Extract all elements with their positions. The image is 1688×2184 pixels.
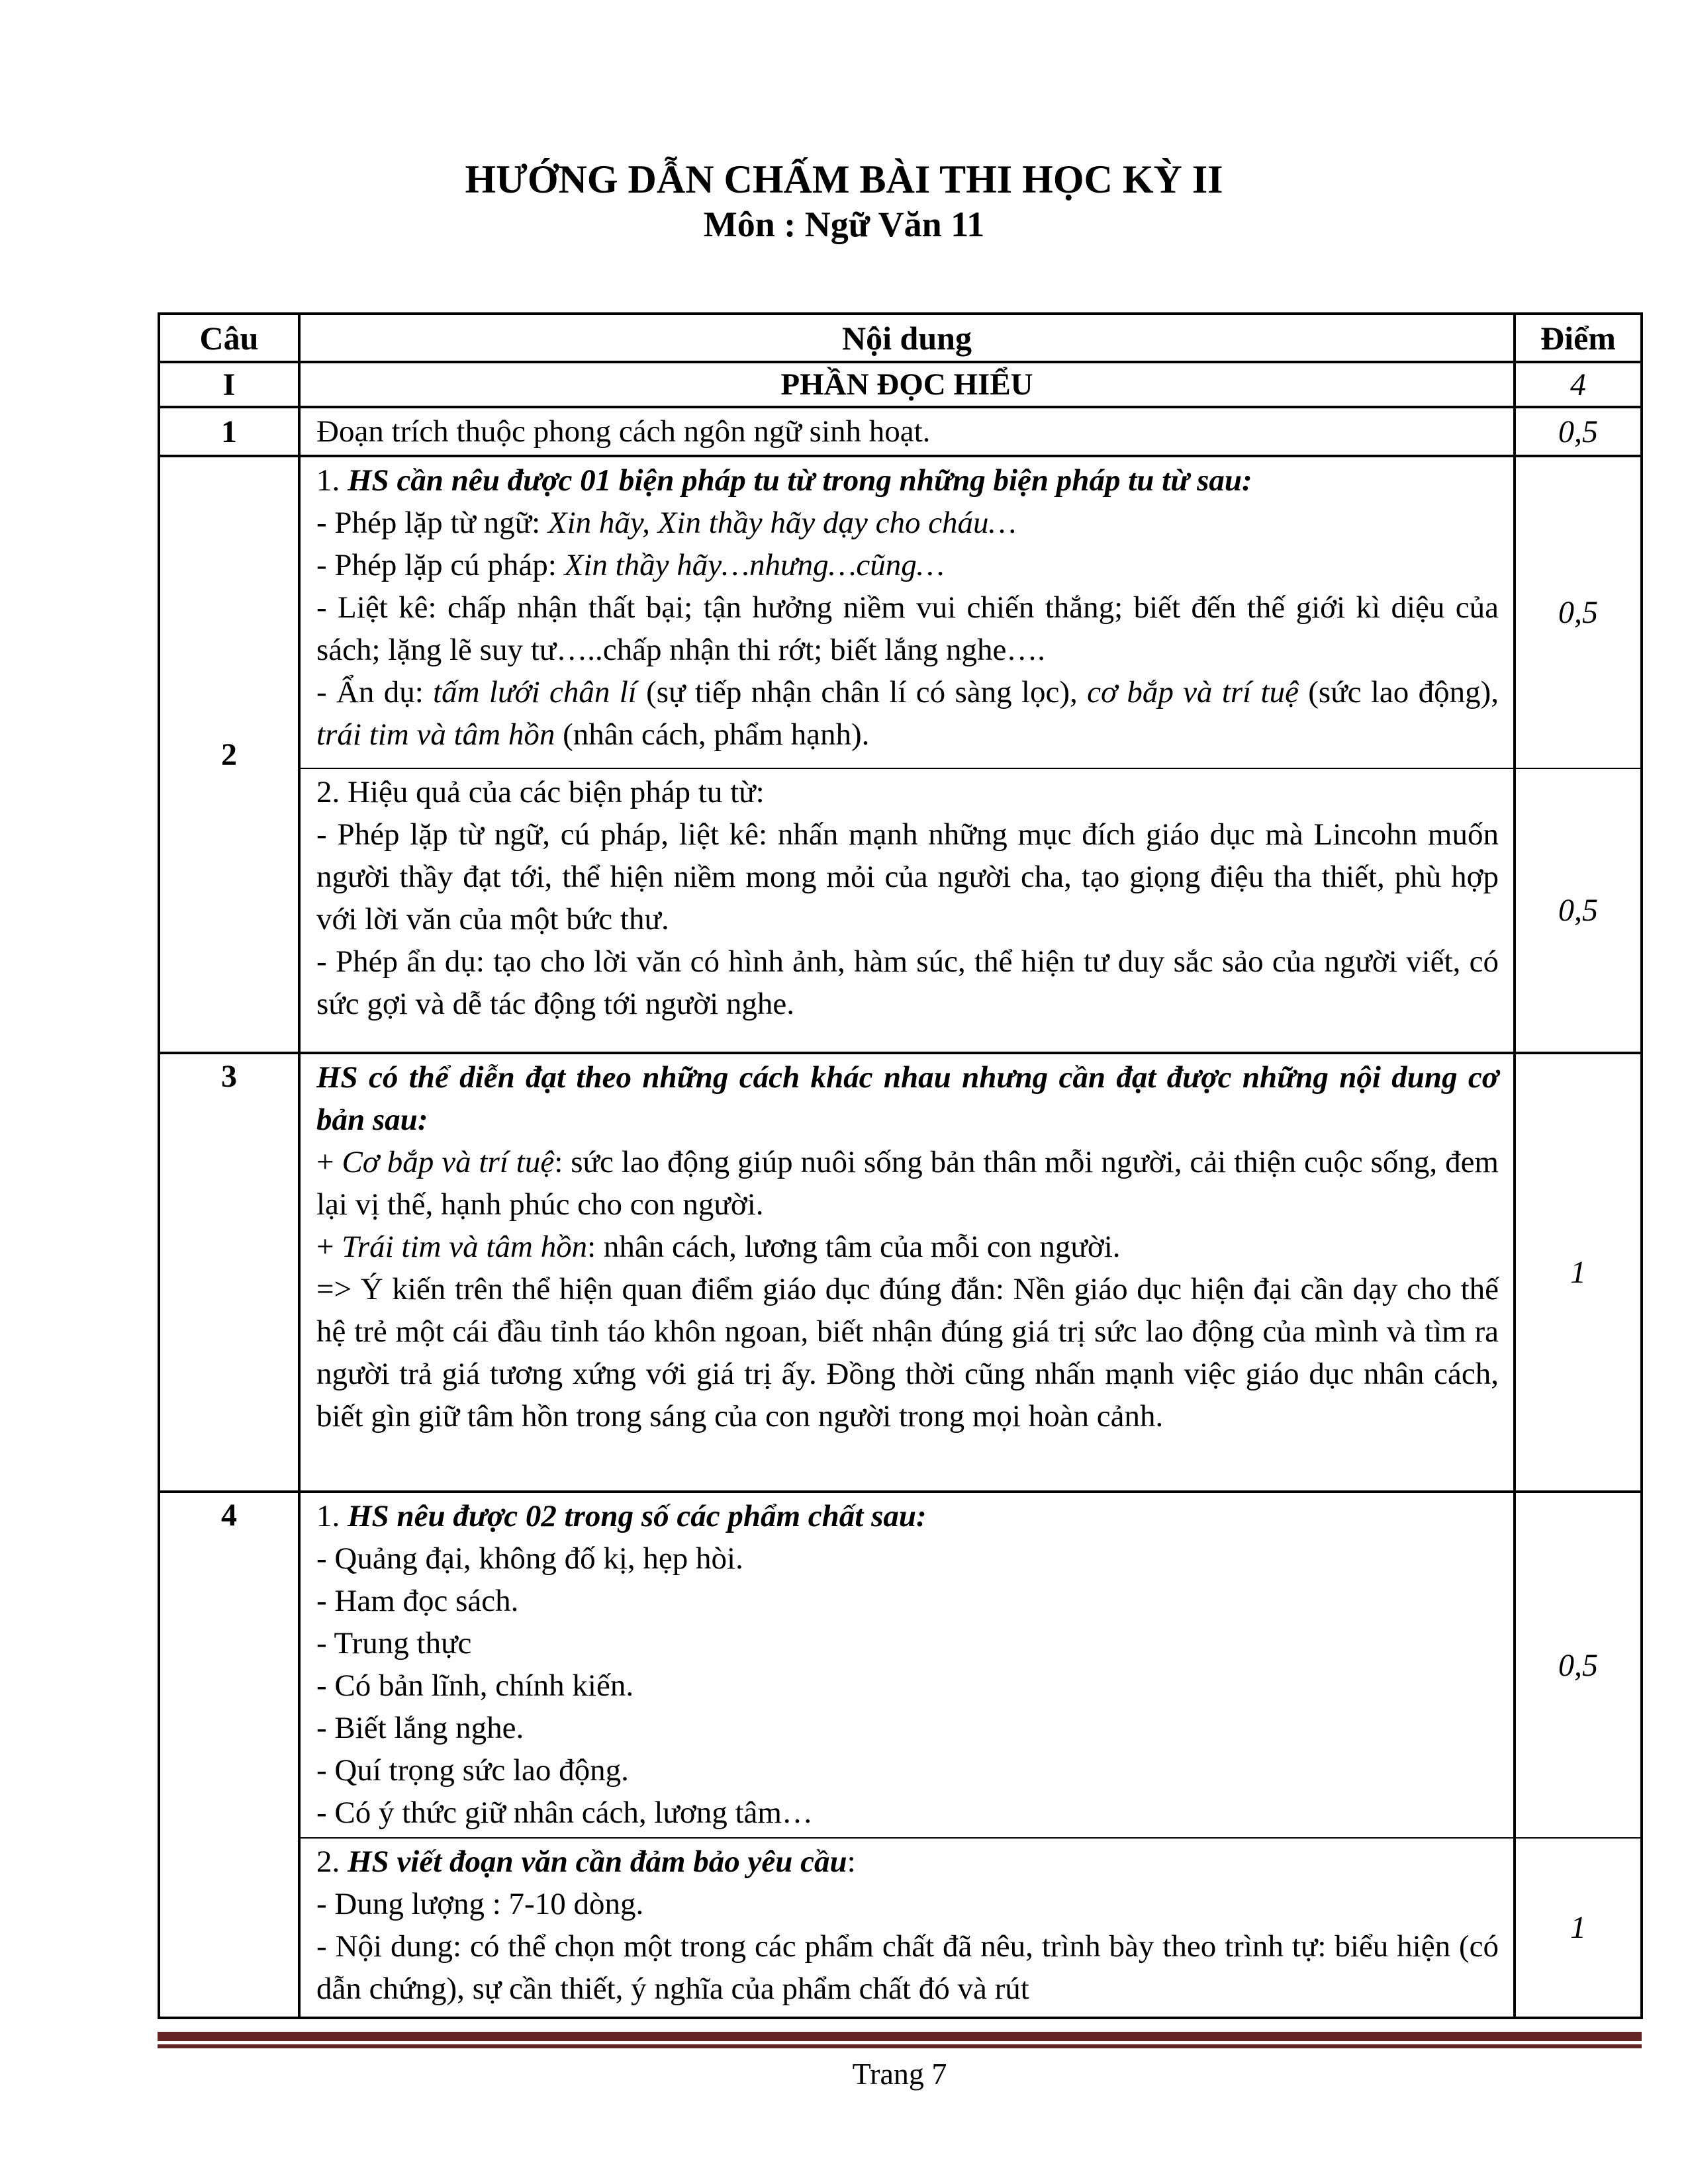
content-paragraph: - Có ý thức giữ nhân cách, lương tâm… [316,1796,813,1830]
content-paragraph: - Quảng đại, không đố kị, hẹp hòi. [316,1541,743,1576]
cell-score-2-2: 0,5 [1515,768,1642,1053]
content-paragraph: + Cơ bắp và trí tuệ: sức lao động giúp nuôi sống bản thân mỗi người, cải thiện cuộc sống, đem lại vị thế, hạnh phúc cho con người. [316,1145,1499,1222]
content-paragraph: + Trái tim và tâm hồn: nhân cách, lương tâm của mỗi con người. [316,1230,1121,1264]
table-row-3 [159,1053,1642,1492]
cell-score-4-1: 0,5 [1515,1492,1642,1838]
cell-content-1-1 [299,407,1515,456]
table-row-4-1 [159,1492,1642,1838]
content-paragraph: 2. Hiệu quả của các biện pháp tu từ: [316,775,765,809]
doc-title: HƯỚNG DẪN CHẤM BÀI THI HỌC KỲ II [465,158,1223,201]
table-row-4-2 [159,1838,1642,2018]
page-footer [158,2032,1642,2091]
content-paragraph: Đoạn trích thuộc phong cách ngôn ngữ sinh hoạt. [316,414,931,449]
cell-content-3-1 [299,1053,1515,1492]
content-paragraph: - Biết lắng nghe. [316,1711,524,1745]
cell-question-4: 4 [159,1492,299,2018]
content-paragraph: => Ý kiến trên thể hiện quan điểm giáo dục đúng đắn: Nền giáo dục hiện đại cần dạy cho thế hệ trẻ một cái đầu tỉnh táo khôn ngoan, biết nhận đúng giá trị sức lao động của mình và tìm ra người trả giá tương xứng với giá trị ấy. Đồng thời cũng nhấn mạnh việc giáo dục nhân cách, biết gìn giữ tâm hồn trong sáng của con người trong mọi hoàn cảnh. [316,1272,1499,1433]
cell-score-2-1: 0,5 [1515,456,1642,768]
cell-question-I: I [159,362,299,407]
content-paragraph: HS có thể diễn đạt theo những cách khác nhau nhưng cần đạt được những nội dung cơ bản sau: [316,1060,1499,1137]
cell-content-2-2 [299,768,1515,1053]
cell-question-3: 3 [159,1053,299,1492]
content-paragraph: - Trung thực [316,1626,472,1661]
cell-content-2-1 [299,456,1515,768]
cell-score-3-1: 1 [1515,1053,1642,1492]
content-paragraph: - Phép ẩn dụ: tạo cho lời văn có hình ảnh, hàm súc, thể hiện tư duy sắc sảo của người viết, có sức gợi và dễ tác động tới người nghe. [316,944,1499,1021]
header-diem: Điểm [1515,314,1642,362]
grading-table [158,312,1643,2019]
content-paragraph: - Có bản lĩnh, chính kiến. [316,1668,634,1703]
table-row-2-2 [159,768,1642,1053]
content-paragraph: 2. HS viết đoạn văn cần đảm bảo yêu cầu: [316,1844,856,1879]
content-paragraph: - Phép lặp cú pháp: Xin thầy hãy…nhưng…cũng… [316,548,945,582]
footer-rule-thin [158,2044,1642,2048]
cell-content-I-1 [299,362,1515,407]
content-paragraph: 1. HS nêu được 02 trong số các phẩm chất sau: [316,1499,927,1533]
content-paragraph: - Phép lặp từ ngữ: Xin hãy, Xin thầy hãy dạy cho cháu… [316,506,1017,540]
doc-subtitle: Môn : Ngữ Văn 11 [703,205,985,244]
cell-score-I-1: 4 [1515,362,1642,407]
table-row-1 [159,407,1642,456]
content-paragraph: - Dung lượng : 7-10 dòng. [316,1887,644,1921]
cell-score-1-1: 0,5 [1515,407,1642,456]
page-number: Trang 7 [852,2057,947,2091]
content-paragraph: - Nội dung: có thể chọn một trong các phẩm chất đã nêu, trình bày theo trình tự: biểu hiện (có dẫn chứng), sự cần thiết, ý nghĩa của phẩm chất đó và rút [316,1929,1499,2006]
content-paragraph: - Ẩn dụ: tấm lưới chân lí (sự tiếp nhận chân lí có sàng lọc), cơ bắp và trí tuệ (sức lao động), trái tim và tâm hồn (nhân cách, phẩm hạnh). [316,675,1499,752]
content-paragraph: - Liệt kê: chấp nhận thất bại; tận hưởng niềm vui chiến thắng; biết đến thế giới kì diệu của sách; lặng lẽ suy tư…..chấp nhận thi rớt; biết lắng nghe…. [316,590,1499,667]
table-row-2-1 [159,456,1642,768]
content-paragraph: PHẦN ĐỌC HIỂU [780,367,1033,402]
cell-content-4-1 [299,1492,1515,1838]
table-header-row [159,314,1642,362]
content-paragraph: - Quí trọng sức lao động. [316,1753,629,1788]
content-paragraph: - Ham đọc sách. [316,1584,519,1618]
content-paragraph: 1. HS cần nêu được 01 biện pháp tu từ trong những biện pháp tu từ sau: [316,463,1252,498]
table-body [159,362,1642,2018]
cell-score-4-2: 1 [1515,1838,1642,2018]
cell-question-2: 2 [159,456,299,1053]
header-noidung: Nội dung [299,314,1515,362]
content-paragraph: - Phép lặp từ ngữ, cú pháp, liệt kê: nhấn mạnh những mục đích giáo dục mà Lincohn muốn người thầy đạt tới, thể hiện niềm mong mỏi của người cha, tạo giọng điệu tha thiết, phù hợp với lời văn của một bức thư. [316,817,1499,936]
footer-rule-thick [158,2032,1642,2041]
cell-question-1: 1 [159,407,299,456]
cell-content-4-2 [299,1838,1515,2018]
header-cau: Câu [159,314,299,362]
table-row-I [159,362,1642,407]
